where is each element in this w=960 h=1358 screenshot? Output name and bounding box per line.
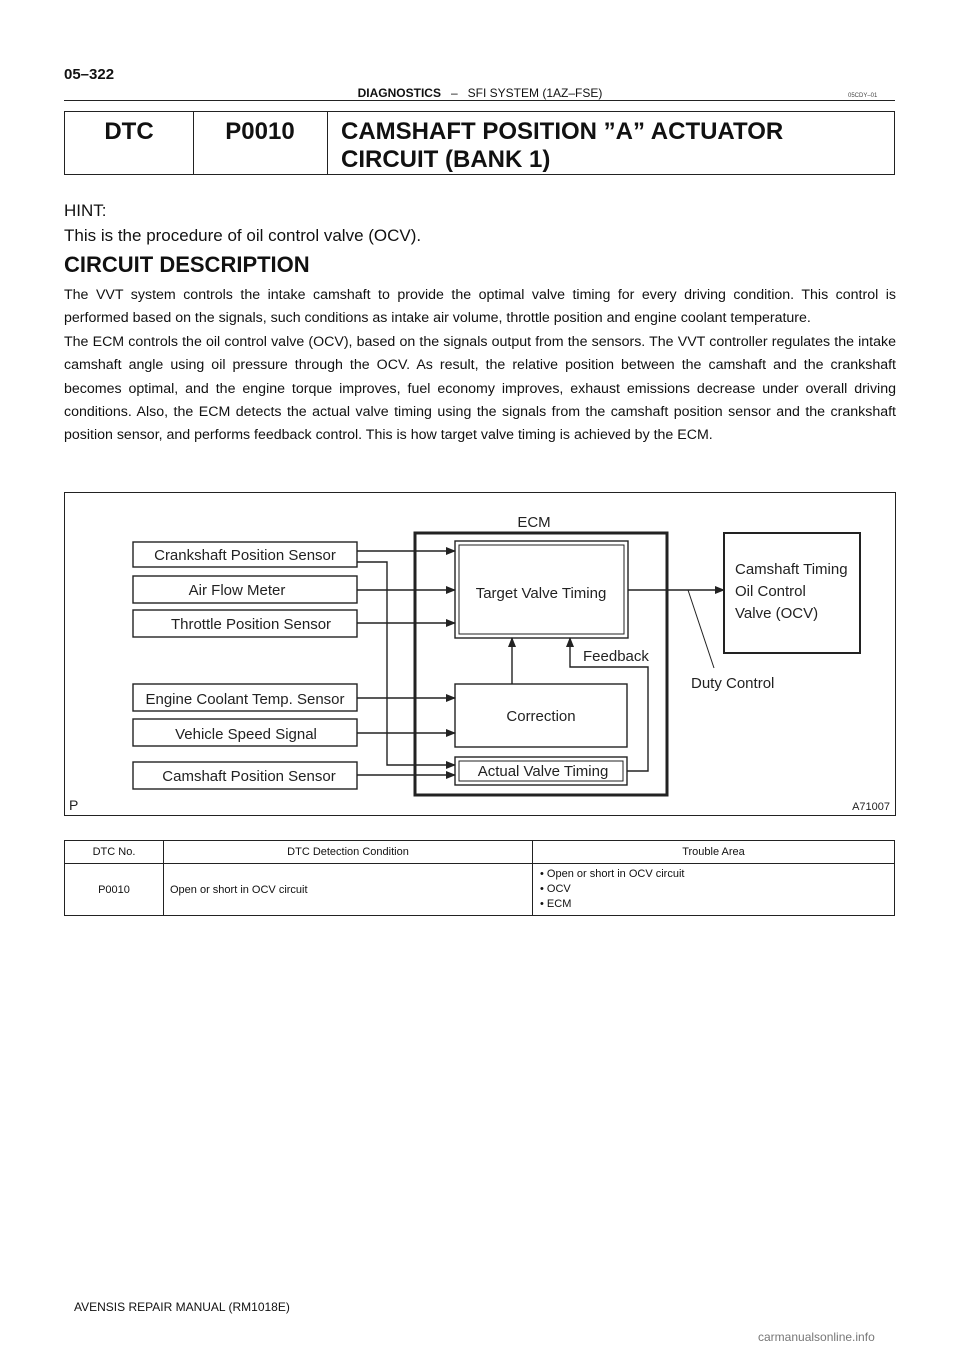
input-label-2: Throttle Position Sensor (170, 616, 332, 633)
watermark: carmanualsonline.info (758, 1330, 875, 1344)
header-section: DIAGNOSTICS (357, 86, 441, 100)
input-label-0: Crankshaft Position Sensor (154, 547, 336, 564)
header-subsection: SFI SYSTEM (1AZ–FSE) (467, 86, 603, 100)
doc-code: 05CDY–01 (848, 93, 878, 99)
diagram-svg (65, 493, 895, 815)
figure-corner-mark: P (69, 797, 79, 813)
header-separator: – (450, 86, 458, 100)
col-header-condition: DTC Detection Condition (164, 841, 533, 864)
dtc-table (64, 840, 895, 916)
cell-trouble-area (533, 864, 895, 916)
header-rule (64, 100, 895, 101)
vvt-block-diagram (64, 492, 896, 816)
correction-label: Correction (506, 708, 576, 725)
section-heading: CIRCUIT DESCRIPTION (64, 252, 310, 277)
input-label-4: Vehicle Speed Signal (175, 726, 317, 743)
target-label: Target Valve Timing (475, 585, 607, 602)
trouble-area-item: • ECM (540, 898, 572, 910)
circuit-description-text (64, 284, 896, 448)
feedback-label: Feedback (583, 648, 649, 665)
input-label-3: Engine Coolant Temp. Sensor (145, 691, 345, 708)
ecm-label: ECM (517, 514, 551, 531)
dtc-code: P0010 (193, 112, 328, 174)
trouble-area-item: • Open or short in OCV circuit (540, 868, 685, 880)
paragraph-2: The ECM controls the oil control valve (OCV), based on the signals output from the sensors. The VVT controller regulates the intake camshaft angle using oil pressure through the OCV. As result, the relative position between the camshaft and the crankshaft becomes optimal, and the engine torque improves, fuel economy improves, exhaust emissions decrease under overall driving conditions. Also, the ECM detects the actual valve timing using the signals from the camshaft position sensor and the crankshaft position sensor, and performs feedback control. This is how target valve timing is achieved by the ECM. (64, 333, 896, 444)
ocv-label-line1: Camshaft Timing (735, 561, 848, 578)
page-number: 05–322 (64, 66, 115, 83)
dtc-label: DTC (65, 112, 194, 174)
table-header-row (65, 841, 895, 864)
dtc-title-box (64, 111, 895, 175)
ocv-label-line3: Valve (OCV) (735, 605, 819, 622)
arrow-crankshaft-actual (357, 562, 455, 765)
cell-condition: Open or short in OCV circuit (164, 864, 533, 916)
dtc-title-line1: CAMSHAFT POSITION ”A” ACTUATOR (341, 118, 784, 145)
actual-label: Actual Valve Timing (477, 763, 609, 780)
hint-block (64, 198, 421, 248)
hint-text: This is the procedure of oil control valve (OCV). (64, 226, 422, 245)
running-header (0, 86, 960, 100)
col-header-dtc-no: DTC No. (65, 841, 164, 864)
input-label-5: Camshaft Position Sensor (162, 768, 336, 785)
cell-dtc-code: P0010 (65, 864, 164, 916)
dtc-title (327, 112, 894, 174)
hint-label: HINT: (64, 201, 107, 220)
manual-footer: AVENSIS REPAIR MANUAL (RM1018E) (74, 1300, 290, 1314)
table-row (65, 864, 895, 916)
duty-control-label: Duty Control (691, 675, 775, 692)
dtc-title-line2: CIRCUIT (BANK 1) (341, 146, 551, 173)
duty-leader-line (688, 590, 714, 668)
figure-id: A71007 (852, 801, 890, 813)
input-label-1: Air Flow Meter (188, 582, 286, 599)
col-header-trouble-area: Trouble Area (533, 841, 895, 864)
ocv-label-line2: Oil Control (735, 583, 806, 600)
trouble-area-item: • OCV (540, 883, 571, 895)
paragraph-1: The VVT system controls the intake camshaft to provide the optimal valve timing for every driving condition. This control is performed based on the signals, such conditions as intake air volume, throttle position and engine coolant temperature. (64, 287, 896, 327)
